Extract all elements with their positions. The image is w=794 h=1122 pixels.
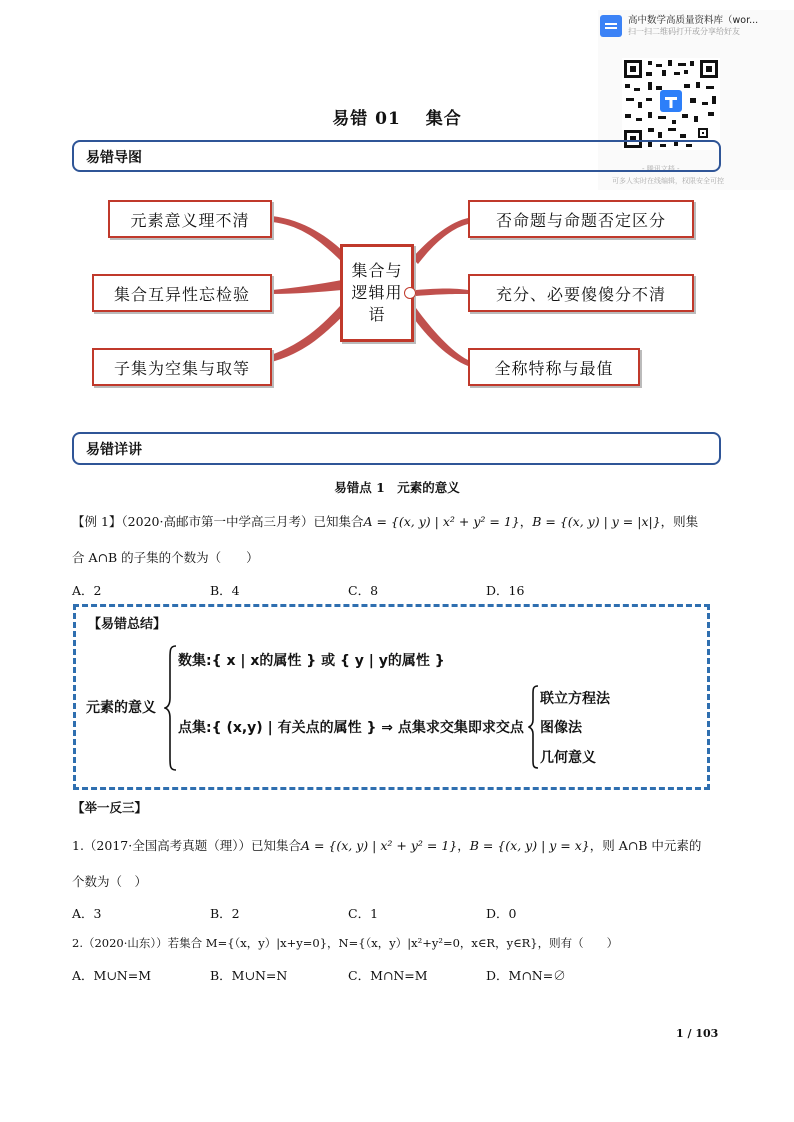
section-header-mindmap — [72, 140, 721, 172]
mindmap-node-left-2: 集合互异性忘检验 — [92, 274, 272, 312]
document-icon[interactable] — [600, 15, 622, 37]
branch-right-bottom — [412, 308, 468, 366]
summary-root: 元素的意义 — [86, 700, 156, 716]
branch-left-mid — [272, 280, 342, 294]
practice-header: 【举一反三】 — [72, 800, 148, 815]
example-1-suffix: ，则集 — [660, 514, 699, 529]
mindmap-node-left-1: 元素意义理不清 — [108, 200, 272, 238]
option-a: A．M∪N=M — [72, 968, 152, 983]
left-brace-icon — [528, 684, 540, 770]
mindmap-node-right-2: 充分、必要傻傻分不清 — [468, 274, 694, 312]
option-b: B．2 — [210, 906, 240, 921]
option-d: D．16 — [486, 583, 525, 598]
set-b-formula: B = {(x, y) | y = x} — [469, 838, 590, 853]
option-c: C．8 — [348, 583, 379, 598]
method-2: 图像法 — [540, 720, 582, 736]
question-1-suffix: ，则 A∩B 中元素的 — [589, 838, 702, 853]
qr-caption: - 腾讯文档 - — [642, 165, 680, 173]
comma: ， — [519, 514, 533, 529]
question-1-line-2: 个数为（ ） — [72, 874, 148, 889]
question-1-prefix: 1.（2017·全国高考真题（理））已知集合 — [72, 838, 301, 853]
branch-right-mid — [416, 289, 468, 297]
branch-right-top — [412, 218, 468, 264]
method-1: 联立方程法 — [540, 691, 610, 707]
option-d: D．M∩N=∅ — [486, 968, 566, 983]
summary-header: 【易错总结】 — [88, 617, 167, 632]
section-title: 易错详讲 — [86, 442, 142, 458]
left-brace-icon — [164, 644, 178, 772]
comma: ， — [457, 838, 470, 853]
method-3: 几何意义 — [540, 750, 596, 766]
question-1-line-1 — [72, 836, 701, 854]
mindmap-node-left-3: 子集为空集与取等 — [92, 348, 272, 386]
page-title: 易错 01 集合 — [332, 109, 462, 129]
page-number: 1 / 103 — [676, 1027, 719, 1040]
example-1-line-2: 合 A∩B 的子集的个数为（ ） — [72, 550, 259, 565]
option-a: A．2 — [72, 583, 102, 598]
option-b: B．M∪N=N — [210, 968, 288, 983]
mindmap-node-right-1: 否命题与命题否定区分 — [468, 200, 694, 238]
section-header-detail — [72, 432, 721, 465]
section-title: 易错导图 — [86, 150, 142, 166]
error-point-title: 易错点 1 元素的意义 — [334, 480, 460, 495]
mindmap-center: 集合与逻辑用语 — [340, 244, 414, 342]
question-2-text: 2.（2020·山东））若集合 M={（x，y）|x+y=0}，N={（x，y）|x²+y²=0，x∈R，y∈R}，则有（ ） — [72, 936, 619, 950]
collapse-dot-icon[interactable] — [404, 287, 416, 299]
widget-title[interactable]: 高中数学高质量资料库（wor... — [628, 15, 759, 26]
widget-subtitle: 扫一扫二维码打开或分享给好友 — [628, 27, 740, 36]
example-1-line-1 — [72, 512, 698, 530]
summary-number-set: 数集:{ x | x的属性 } 或 { y | y的属性 } — [178, 653, 445, 669]
option-b: B．4 — [210, 583, 240, 598]
summary-point-set: 点集:{ (x,y) | 有关点的属性 } ⇒ 点集求交集即求交点 — [178, 720, 524, 736]
option-a: A．3 — [72, 906, 102, 921]
mindmap-node-right-3: 全称特称与最值 — [468, 348, 640, 386]
branch-left-top — [272, 216, 348, 262]
example-1-prefix: 【例 1】（2020·高邮市第一中学高三月考）已知集合 — [72, 514, 364, 529]
option-c: C．M∩N=M — [348, 968, 428, 983]
set-a-formula: A = {(x, y) | x² + y² = 1} — [363, 514, 520, 529]
option-d: D．0 — [486, 906, 517, 921]
set-b-formula: B = {(x, y) | y = |x|} — [532, 514, 661, 529]
qr-caption-note: 可多人实时在线编辑，权限安全可控 — [612, 177, 724, 185]
set-a-formula: A = {(x, y) | x² + y² = 1} — [300, 838, 458, 853]
option-c: C．1 — [348, 906, 379, 921]
